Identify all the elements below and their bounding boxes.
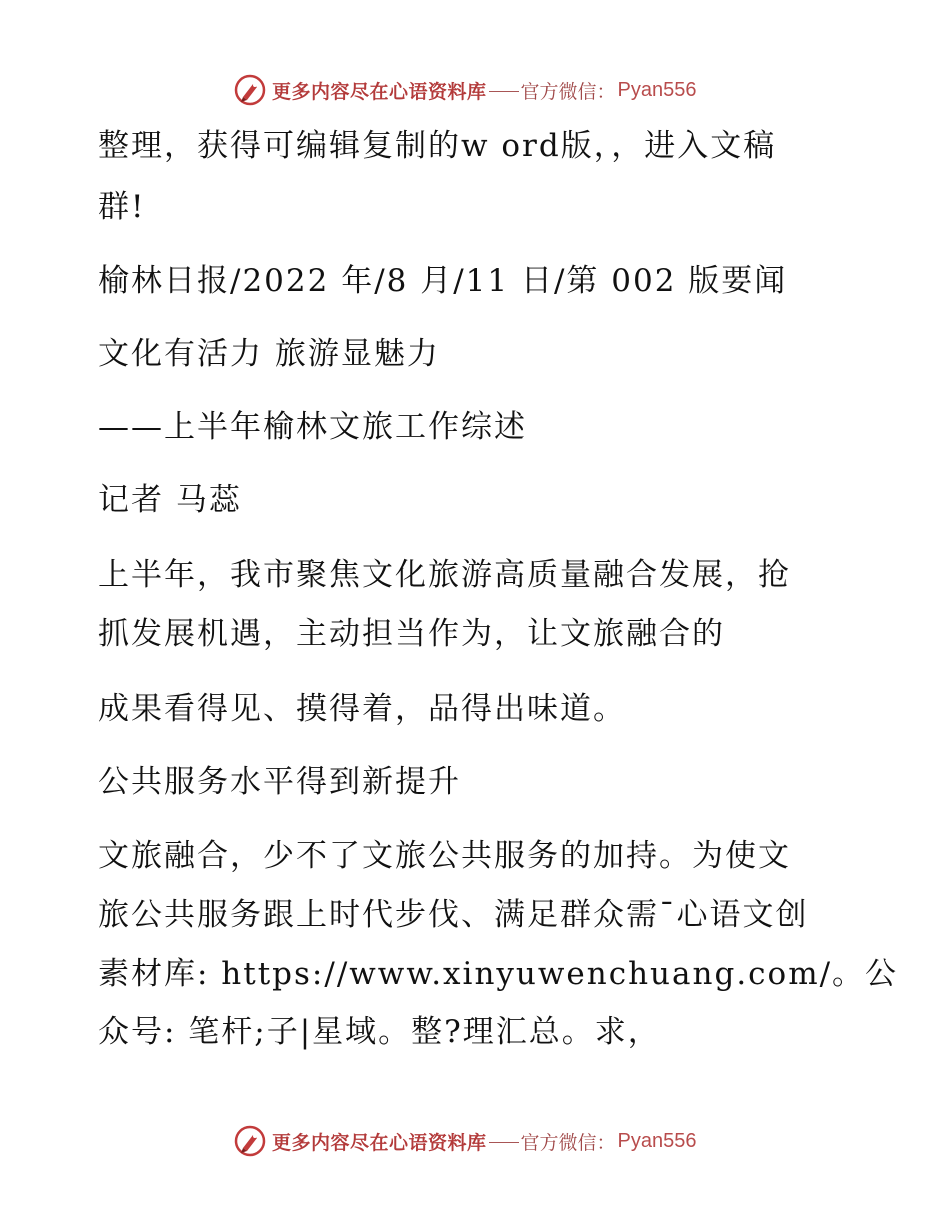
watermark-wechat-handle: Pyan556 xyxy=(617,78,697,101)
watermark-wechat-handle: Pyan556 xyxy=(617,1129,697,1152)
pen-logo-icon xyxy=(234,1125,266,1157)
pen-logo-icon xyxy=(234,74,266,106)
watermark-brand-text: 更多内容尽在心语资料库 xyxy=(272,1131,487,1154)
watermark-dash xyxy=(489,1142,519,1143)
paragraph-1-line-1: 上半年，我市聚焦文化旅游高质量融合发展，抢 xyxy=(98,557,791,593)
paragraph-3-line-2: 旅公共服务跟上时代步伐、满足群众需¯心语文创 xyxy=(98,897,809,933)
paragraph-3-line-4: 众号: 笔杆;子|星域。整?理汇总。求， xyxy=(98,1014,661,1050)
article-title: 文化有活力 旅游显魅力 xyxy=(98,336,440,372)
watermark-dash xyxy=(489,91,519,92)
watermark-brand-text: 更多内容尽在心语资料库 xyxy=(272,80,487,103)
paragraph-3-line-1: 文旅融合，少不了文旅公共服务的加持。为使文 xyxy=(98,838,791,874)
body-line-1: 整理，获得可编辑复制的w ord版，，进入文稿 xyxy=(98,128,777,164)
byline-source: 榆林日报/2022 年/8 月/11 日/第 002 版要闻 xyxy=(98,263,788,299)
article-subtitle: ——上半年榆林文旅工作综述 xyxy=(98,409,527,445)
watermark-wechat-label: 官方微信： xyxy=(520,1131,616,1154)
body-line-2: 群! xyxy=(98,189,146,225)
paragraph-3-line-3: 素材库: https://www.xinyuwenchuang.com/。公 xyxy=(98,956,899,992)
paragraph-2: 成果看得见、摸得着，品得出味道。 xyxy=(98,691,626,727)
paragraph-1-line-2: 抓发展机遇，主动担当作为，让文旅融合的 xyxy=(98,616,725,652)
watermark-wechat-label: 官方微信： xyxy=(520,80,616,103)
section-heading: 公共服务水平得到新提升 xyxy=(98,764,461,800)
header-watermark xyxy=(234,73,714,107)
reporter-line: 记者 马蕊 xyxy=(98,482,242,518)
footer-watermark xyxy=(234,1124,714,1158)
